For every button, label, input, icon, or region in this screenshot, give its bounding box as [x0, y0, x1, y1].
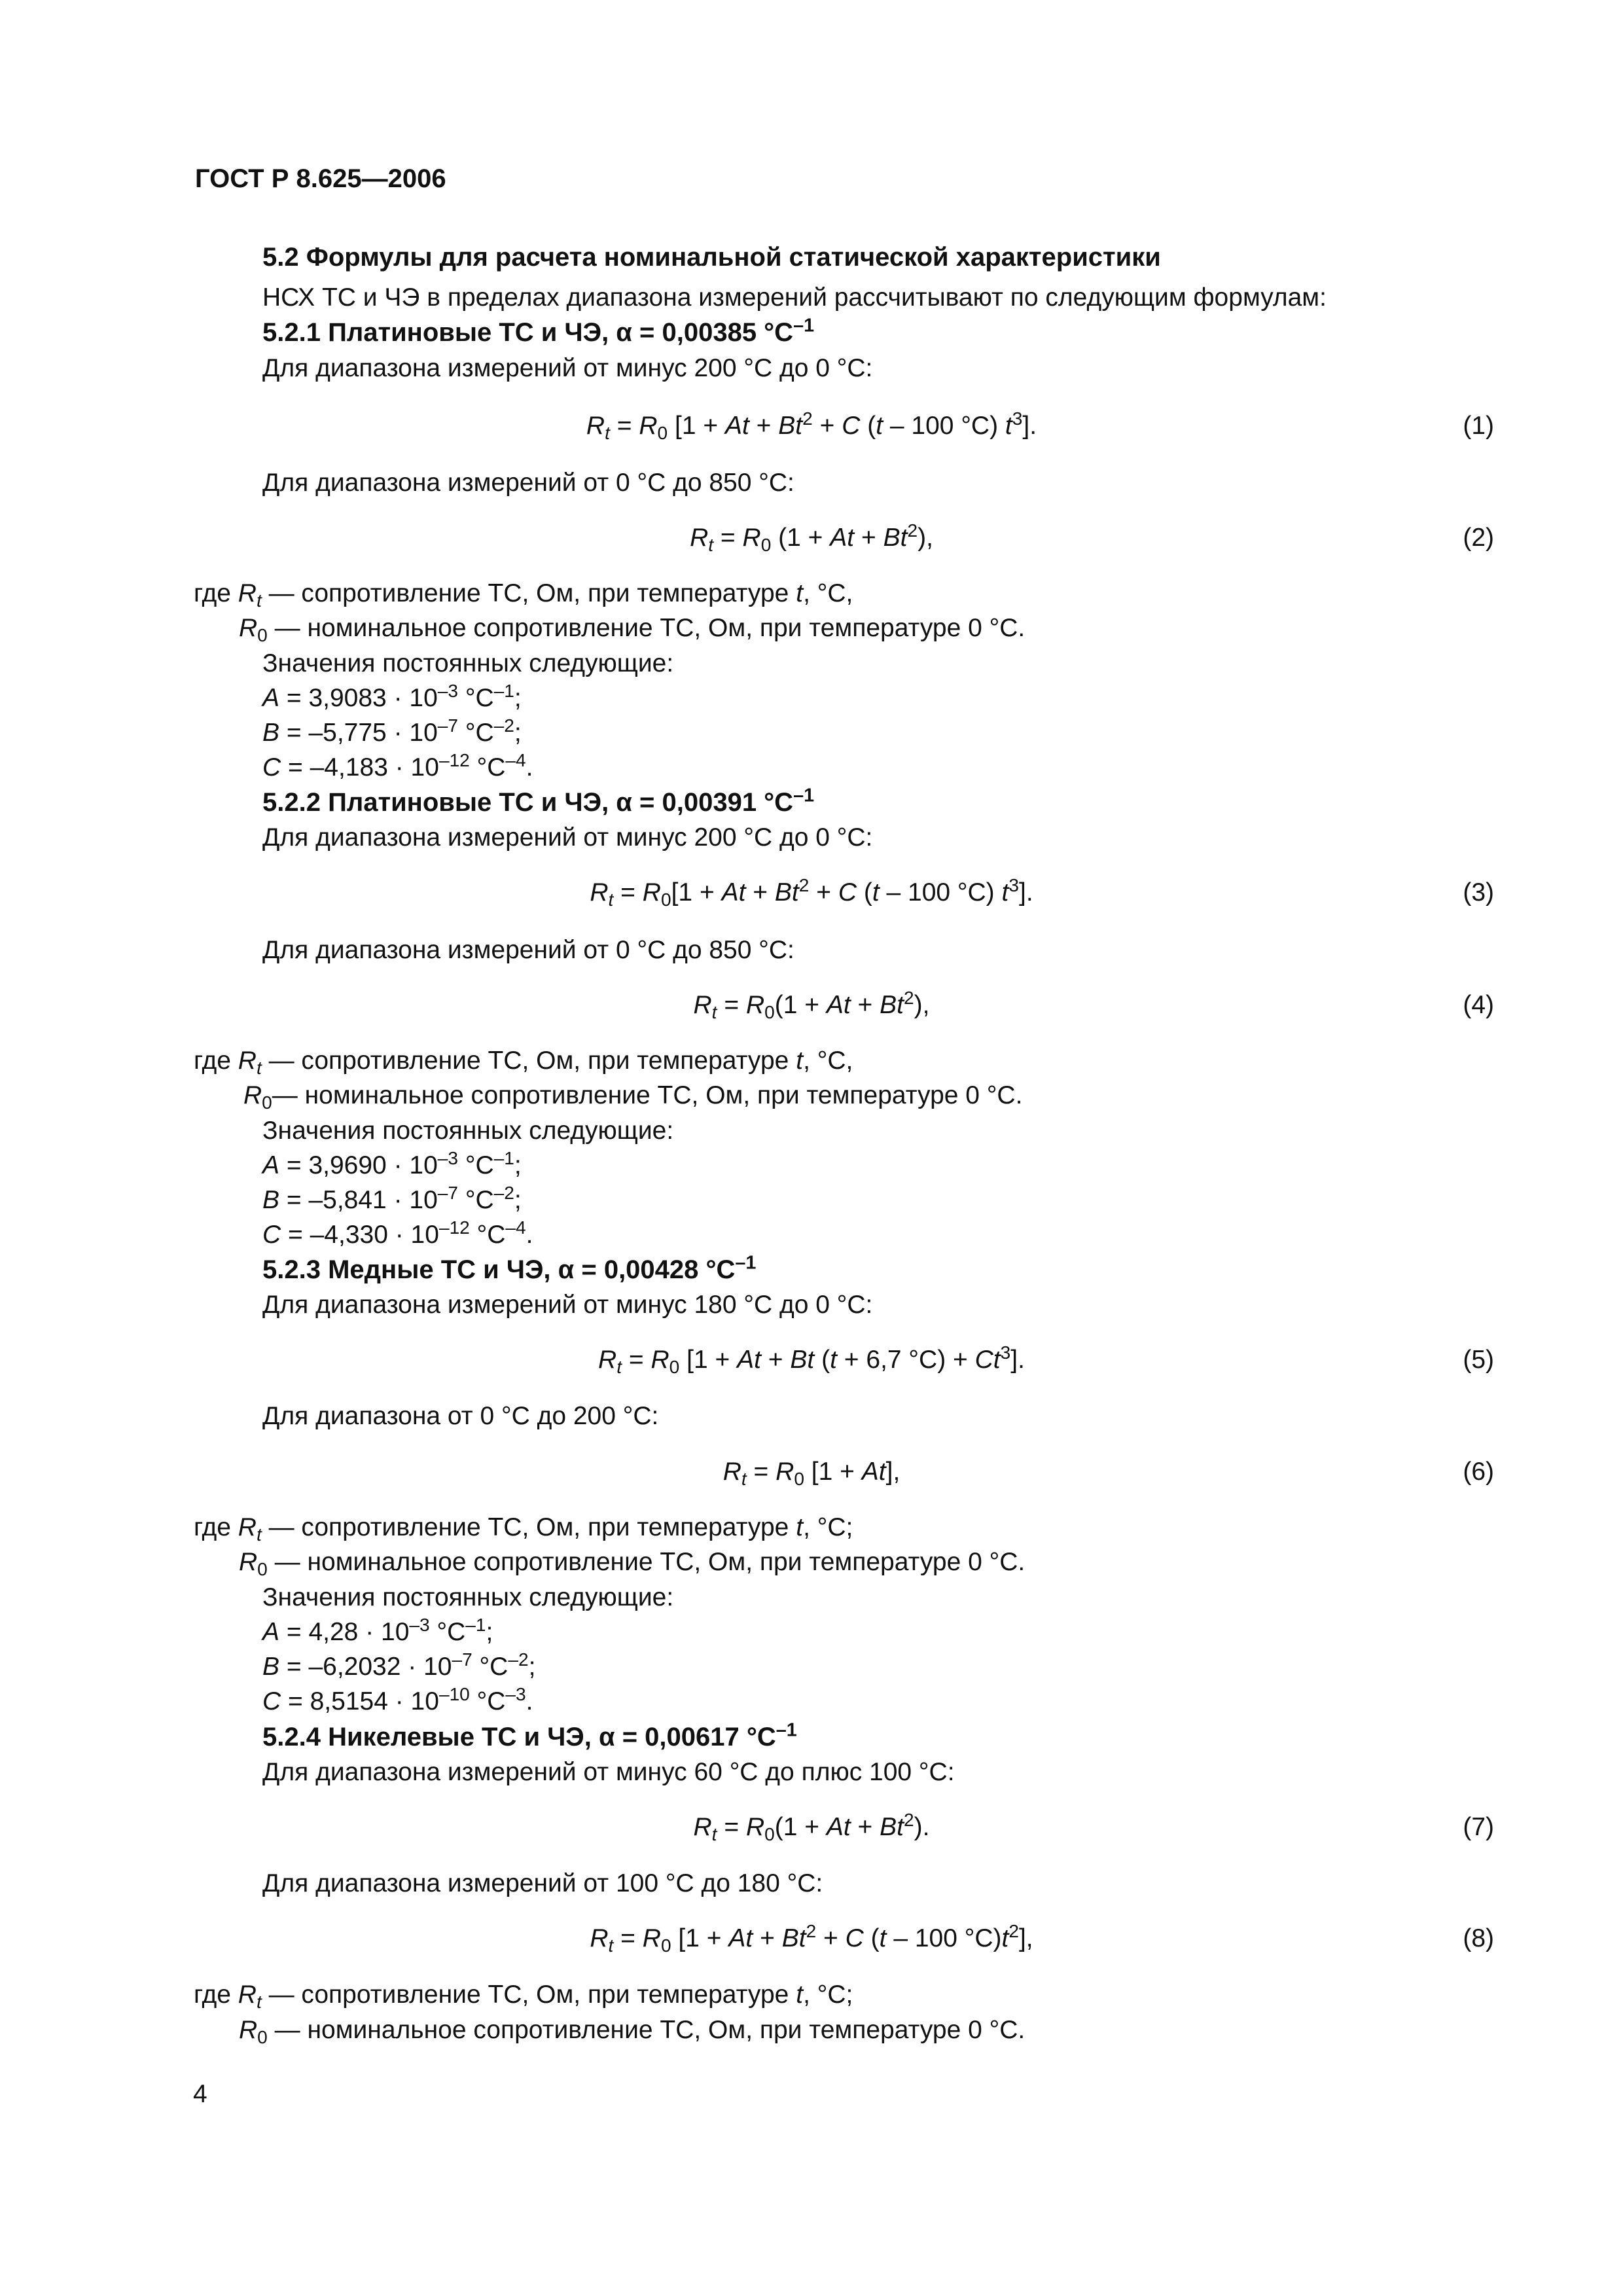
range-text-2: Для диапазона от 0 °С до 200 °С:	[262, 1402, 659, 1430]
range-text-2: Для диапазона измерений от 0 °С до 850 °С:	[262, 936, 794, 964]
where-clause: где $R_t$ — сопротивление ТС, Ом, при температуре t, °С,	[194, 1047, 853, 1078]
formula-number: (8)	[1463, 1924, 1494, 1952]
where-clause: где $R_t$ — сопротивление ТС, Ом, при температуре t, °С;	[194, 1513, 853, 1545]
intro-text: НСХ ТС и ЧЭ в пределах диапазона измерений рассчитывают по следующим формулам:	[262, 283, 1327, 312]
formula-number: (6)	[1463, 1458, 1494, 1486]
range-text-1: Для диапазона измерений от минус 200 °С до 0 °С:	[262, 823, 873, 852]
section-title: 5.2 Формулы для расчета номинальной статической характеристики	[262, 243, 1161, 272]
subsection-heading-5-2-1: 5.2.1 Платиновые ТС и ЧЭ, α = 0,00385 $^\circ С^{-1}$	[262, 315, 815, 347]
where-clause: где $R_t$ — сопротивление ТС, Ом, при температуре t, °С;	[194, 1981, 853, 2012]
constant-c: $C = -4,330 \cdot 10^{-12}$ $^\circ С^{-4}$.	[262, 1217, 533, 1249]
formula-number: (4)	[1463, 991, 1494, 1019]
range-text-1: Для диапазона измерений от минус 60 °С до плюс 100 °С:	[262, 1758, 955, 1786]
formula-7: $R_t = R_0(1 + At + Bt^2)$.	[693, 1809, 930, 1844]
subsection-heading-5-2-3: 5.2.3 Медные ТС и ЧЭ, α = 0,00428 $^\circ С^{-1}$	[262, 1252, 757, 1284]
constant-a: $A = 3,9690 \cdot 10^{-3}$ $^\circ С^{-1}$;	[262, 1147, 522, 1179]
range-text-2: Для диапазона измерений от 100 °С до 180 °С:	[262, 1869, 823, 1897]
where-clause-r0: $R_0$ — номинальное сопротивление ТС, Ом, при температуре 0 °С.	[239, 1548, 1026, 1579]
subsection-heading-5-2-4: 5.2.4 Никелевые ТС и ЧЭ, α = 0,00617 $^\circ С^{-1}$	[262, 1719, 797, 1751]
range-text-1: Для диапазона измерений от минус 180 °С до 0 °С:	[262, 1291, 873, 1319]
constant-b: $B = -5,841 \cdot 10^{-7}$ $^\circ С^{-2}$;	[262, 1182, 522, 1214]
formula-5: $R_t = R_0$ [1 + At + Bt (t + 6,7 $^\circ С) + Ct^3$].	[598, 1342, 1025, 1377]
formula-1: $R_t = R_0$ [$1 + At + Bt^2 + C$ (t – 100 °С) $t^3$].	[586, 408, 1037, 443]
formula-number: (5)	[1463, 1346, 1494, 1374]
where-clause-r0: $R_0—$ номинальное сопротивление ТС, Ом, при температуре 0 °С.	[243, 1081, 1023, 1113]
page-number: 4	[193, 2080, 207, 2108]
formula-8: $R_t = R_0$ [$1 + At + Bt^2 + C$ (t – 100 $^\circ С)t^2$],	[590, 1920, 1033, 1956]
where-clause-r0: $R_0$ — номинальное сопротивление ТС, Ом, при температуре 0 °С.	[239, 614, 1026, 645]
document-header: ГОСТ Р 8.625—2006	[195, 164, 446, 193]
constant-c: $C = 8,5154 \cdot 10^{-10}$ $^\circ С^{-3}$.	[262, 1683, 533, 1715]
constant-a: $A = 4,28 \cdot 10^{-3}$ $^\circ С^{-1}$;	[262, 1614, 493, 1646]
formula-2: $R_t = R_0$ $(1 + At + Bt^2)$,	[690, 520, 933, 555]
constants-intro: Значения постоянных следующие:	[262, 1117, 674, 1145]
formula-number: (1)	[1463, 412, 1494, 440]
where-clause: где $R_t$ — сопротивление ТС, Ом, при температуре t, °С,	[194, 579, 853, 611]
formula-number: (3)	[1463, 878, 1494, 906]
formula-3: $R_t = R_0[1 + At + Bt^2 + C$ (t – 100 °С) $t^3$].	[590, 874, 1033, 910]
formula-number: (7)	[1463, 1813, 1494, 1841]
constant-b: $B = -5,775 \cdot 10^{-7}$ $^\circ С^{-2}$;	[262, 715, 522, 747]
constant-c: $C = -4,183 \cdot 10^{-12}$ $^\circ С^{-4}$.	[262, 749, 533, 781]
formula-number: (2)	[1463, 524, 1494, 552]
where-clause-r0: $R_0$ — номинальное сопротивление ТС, Ом, при температуре 0 °С.	[239, 2016, 1026, 2047]
constant-b: $B = -6,2032 \cdot 10^{-7}$ $^\circ С^{-2}$;	[262, 1649, 536, 1681]
constant-a: $A = 3,9083 \cdot 10^{-3}$ $^\circ С^{-1}$;	[262, 680, 522, 712]
formula-6: $R_t = R_0$ [1 + At],	[722, 1458, 901, 1489]
range-text-2: Для диапазона измерений от 0 °С до 850 °С:	[262, 469, 794, 497]
range-text-1: Для диапазона измерений от минус 200 °С до 0 °С:	[262, 354, 873, 382]
constants-intro: Значения постоянных следующие:	[262, 1583, 674, 1611]
constants-intro: Значения постоянных следующие:	[262, 649, 674, 677]
formula-4: $R_t = R_0(1 + At + Bt^2)$,	[693, 987, 930, 1022]
subsection-heading-5-2-2: 5.2.2 Платиновые ТС и ЧЭ, α = 0,00391 $^\circ С^{-1}$	[262, 785, 815, 817]
